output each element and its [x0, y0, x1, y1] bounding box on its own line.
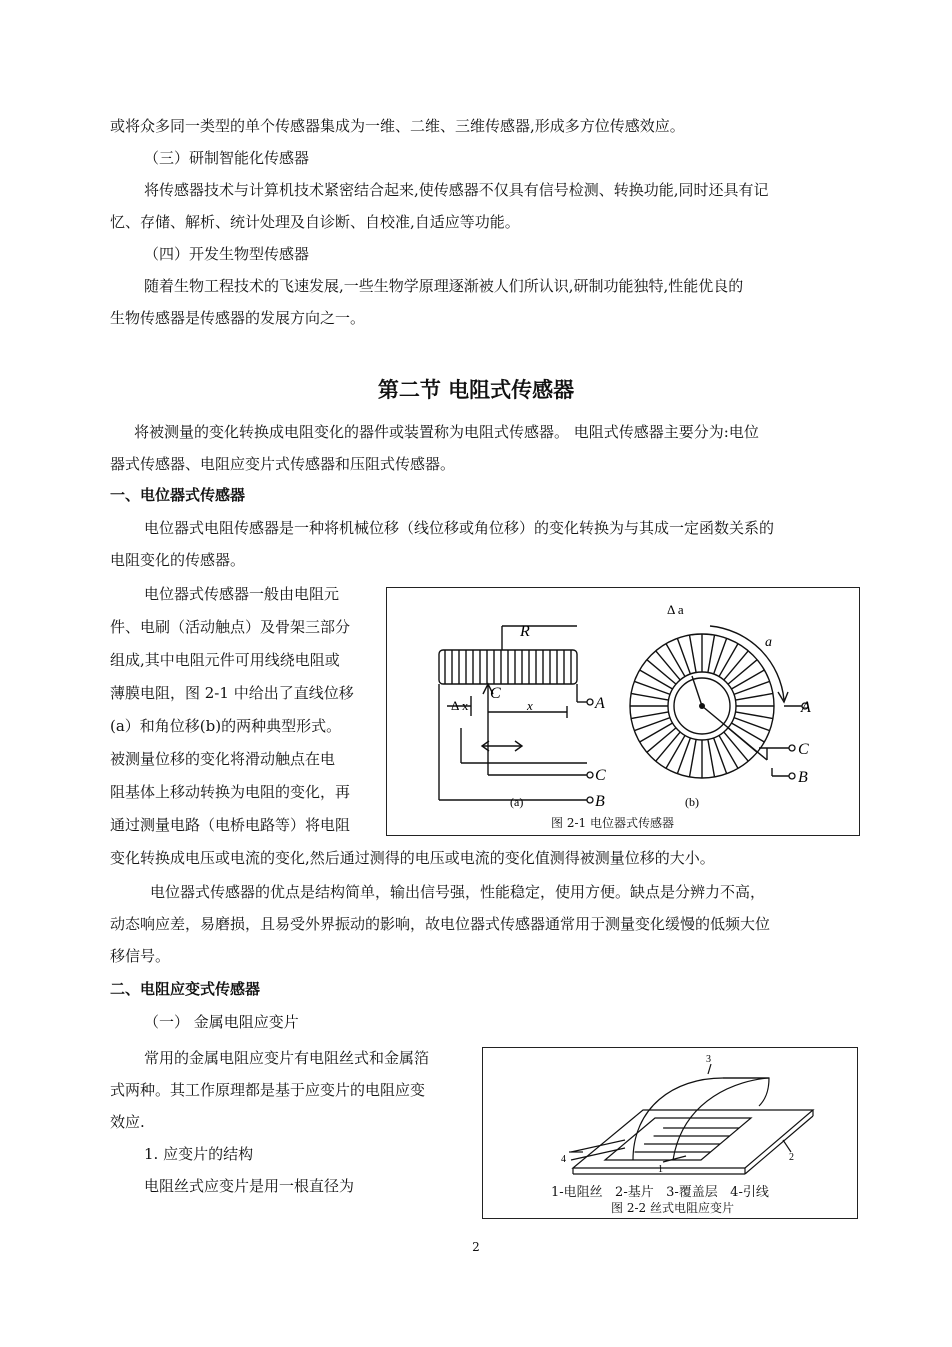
paragraph-line: 变化转换成电压或电流的变化,然后通过测得的电压或电流的变化值测得被测量位移的大小。 — [110, 849, 715, 867]
linear-potentiometer — [439, 626, 587, 800]
label-da: Δ a — [667, 602, 684, 617]
heading-potentiometer: 一、电位器式传感器 — [110, 486, 246, 504]
wrap-line: 常用的金属电阻应变片有电阻丝式和金属箔 — [144, 1049, 430, 1067]
subheading-smart-sensor: （三）研制智能化传感器 — [144, 149, 310, 167]
paragraph-line: 电位器式传感器的优点是结构简单，输出信号强，性能稳定，使用方便。缺点是分辨力不高， — [150, 883, 766, 901]
intro-line: 将被测量的变化转换成电阻变化的器件或装置称为电阻式传感器。 电阻式传感器主要分为:电位 — [134, 423, 759, 441]
wrap-line: 1. 应变片的结构 — [144, 1145, 254, 1163]
wrap-line: 组成,其中电阻元件可用线绕电阻或 — [110, 651, 340, 669]
paragraph-line: 忆、存储、解析、统计处理及自诊断、自校准,自适应等功能。 — [110, 213, 520, 231]
wrap-line: 件、电刷（活动触点）及骨架三部分 — [110, 618, 351, 636]
label-R: R — [520, 623, 530, 640]
paragraph-line: 生物传感器是传感器的发展方向之一。 — [110, 309, 366, 327]
label-dx: Δ x — [451, 698, 469, 713]
label-1: 1 — [658, 1164, 663, 1175]
figure-legend-2-2: 1-电阻丝 2-基片 3-覆盖层 4-引线 — [551, 1185, 769, 1200]
figure-potentiometer — [386, 587, 860, 836]
label-B-a: B — [595, 793, 605, 810]
wrap-line: 薄膜电阻，图 2-1 中给出了直线位移 — [110, 684, 354, 702]
label-4: 4 — [561, 1154, 566, 1165]
wrap-line: 被测量位移的变化将滑动触点在电 — [110, 750, 336, 768]
intro-line: 器式传感器、电阻应变片式传感器和压阻式传感器。 — [110, 455, 456, 473]
label-A-a: A — [595, 695, 605, 712]
label-b-sub: (b) — [685, 795, 699, 809]
wrap-line: (a）和角位移(b)的两种典型形式。 — [110, 717, 342, 735]
paragraph-line: 动态响应差，易磨损，且易受外界振动的影响，故电位器式传感器通常用于测量变化缓慢的低频大位 — [110, 915, 771, 933]
page-number: 2 — [472, 1240, 480, 1254]
subheading-bio-sensor: （四）开发生物型传感器 — [144, 245, 310, 263]
wrap-line: 式两种。其工作原理都是基于应变片的电阻应变 — [110, 1081, 426, 1099]
figure-caption-2-1: 图 2-1 电位器式传感器 — [551, 816, 674, 830]
wrap-line: 通过测量电路（电桥电路等）将电阻 — [110, 816, 351, 834]
paragraph-line: 或将众多同一类型的单个传感器集成为一维、二维、三维传感器,形成多方位传感效应。 — [110, 117, 685, 135]
heading-strain: 二、电阻应变式传感器 — [110, 980, 261, 998]
label-a: a — [765, 635, 772, 650]
label-C-a2: C — [595, 767, 606, 784]
label-a-sub: (a) — [510, 795, 524, 809]
rotary-potentiometer — [630, 626, 802, 778]
paragraph-line: 将传感器技术与计算机技术紧密结合起来,使传感器不仅具有信号检测、转换功能,同时还具有记 — [144, 181, 769, 199]
label-A-b: A — [801, 699, 811, 716]
figure-strain-gauge — [482, 1047, 858, 1219]
wrap-line: 阻基体上移动转换为电阻的变化，再 — [110, 783, 351, 801]
subheading-metal-strain: （一） 金属电阻应变片 — [144, 1013, 299, 1031]
label-C-b: C — [798, 741, 809, 758]
wrap-line: 电阻丝式应变片是用一根直径为 — [144, 1177, 355, 1195]
label-3: 3 — [706, 1054, 711, 1065]
paragraph-line: 移信号。 — [110, 947, 171, 965]
label-C-a: C — [490, 685, 501, 702]
figure-caption-2-2: 图 2-2 丝式电阻应变片 — [611, 1201, 734, 1215]
label-2: 2 — [789, 1152, 794, 1163]
label-x: x — [527, 698, 533, 713]
section-title: 第二节 电阻式传感器 — [377, 378, 575, 402]
paragraph-line: 电阻变化的传感器。 — [110, 551, 246, 569]
paragraph-line: 电位器式电阻传感器是一种将机械位移（线位移或角位移）的变化转换为与其成一定函数关系的 — [144, 519, 775, 537]
wrap-line: 电位器式传感器一般由电阻元 — [144, 585, 340, 603]
potentiometer-diagram — [387, 588, 859, 835]
label-B-b: B — [798, 769, 808, 786]
paragraph-line: 随着生物工程技术的飞速发展,一些生物学原理逐渐被人们所认识,研制功能独特,性能优良的 — [144, 277, 744, 295]
wrap-line: 效应. — [110, 1113, 145, 1131]
